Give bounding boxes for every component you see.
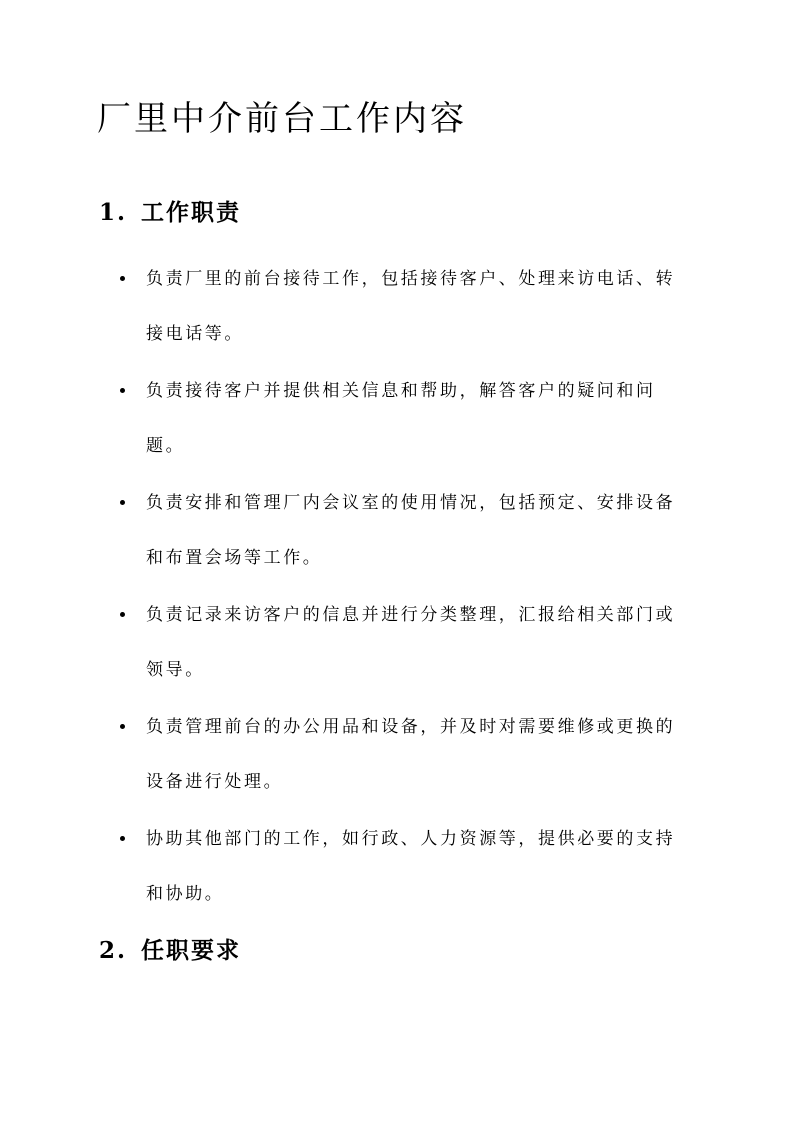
duties-list [0,252,800,924]
bullet-icon [120,388,125,393]
list-item [0,476,691,586]
section-heading-duties [99,197,241,229]
section-title: 工作职责 [141,199,241,226]
list-item [0,588,691,698]
list-item-text: 负责记录来访客户的信息并进行分类整理，汇报给相关部门或领导。 [146,605,676,680]
list-item-text: 负责厂里的前台接待工作，包括接待客户、处理来访电话、转接电话等。 [146,269,676,344]
bullet-icon [120,612,125,617]
section-heading-requirements [99,935,241,967]
list-item [0,812,691,922]
list-item-text: 负责接待客户并提供相关信息和帮助，解答客户的疑问和问题。 [146,381,656,456]
section-number: 2. [99,937,128,964]
list-item-text: 协助其他部门的工作，如行政、人力资源等，提供必要的支持和协助。 [146,829,676,904]
section-number: 1. [99,199,128,226]
list-item [0,364,691,474]
document-title: 厂里中介前台工作内容 [97,99,467,139]
bullet-icon [120,724,125,729]
bullet-icon [120,500,125,505]
section-title: 任职要求 [141,937,241,964]
list-item-text: 负责安排和管理厂内会议室的使用情况，包括预定、安排设备和布置会场等工作。 [146,493,676,568]
list-item [0,252,691,362]
bullet-icon [120,276,125,281]
list-item [0,700,691,810]
bullet-icon [120,836,125,841]
list-item-text: 负责管理前台的办公用品和设备，并及时对需要维修或更换的设备进行处理。 [146,717,676,792]
